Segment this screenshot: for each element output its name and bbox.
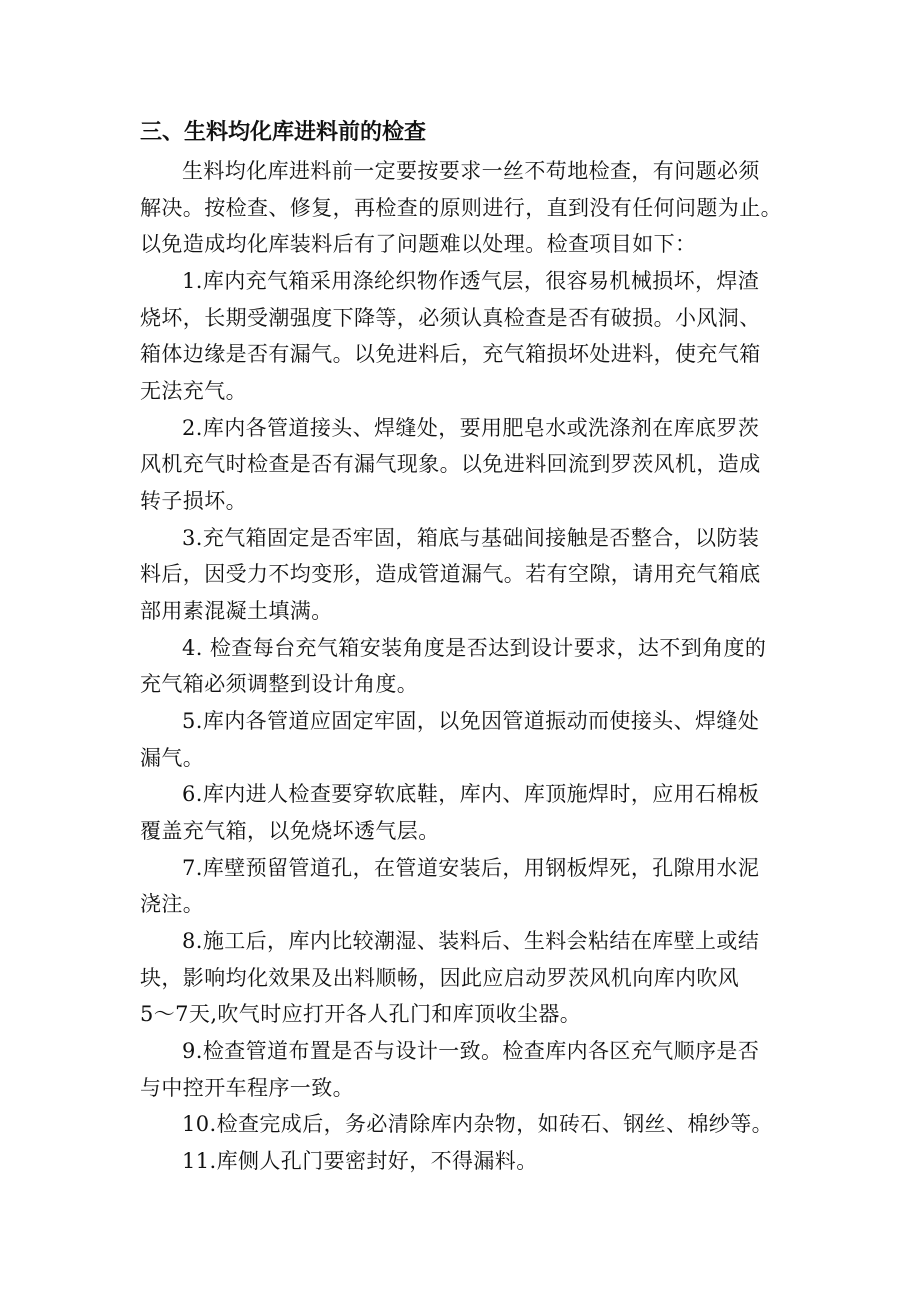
item-6-line: 6.库内进人检查要穿软底鞋，库内、库顶施焊时，应用石棉板 — [182, 782, 760, 806]
item-5-line: 漏气。 — [140, 746, 205, 770]
item-8-line: 8.施工后，库内比较潮湿、装料后、生料会粘结在库壁上或结 — [182, 929, 760, 953]
item-8-line: 块，影响均化效果及出料顺畅，因此应启动罗茨风机向库内吹风 — [140, 966, 740, 990]
item-1-line: 箱体边缘是否有漏气。以免进料后，充气箱损坏处进料，使充气箱 — [140, 342, 761, 366]
item-3-line: 料后，因受力不均变形，造成管道漏气。若有空隙，请用充气箱底 — [140, 562, 761, 586]
item-3-line: 部用素混凝土填满。 — [140, 599, 333, 623]
item-9-line: 与中控开车程序一致。 — [140, 1076, 354, 1100]
item-7-line: 浇注。 — [140, 892, 205, 916]
item-4-line: 充气箱必须调整到设计角度。 — [140, 672, 419, 696]
item-3-line: 3.充气箱固定是否牢固，箱底与基础间接触是否整合，以防装 — [182, 526, 760, 550]
item-11-line: 11.库侧人孔门要密封好，不得漏料。 — [182, 1149, 538, 1173]
item-9-line: 9.检查管道布置是否与设计一致。检查库内各区充气顺序是否 — [182, 1039, 760, 1063]
paragraph-line: 解决。按检查、修复，再检查的原则进行，直到没有任何问题为止。 — [140, 196, 782, 220]
paragraph-line: 以免造成均化库装料后有了问题难以处理。检查项目如下： — [140, 232, 697, 256]
item-5-line: 5.库内各管道应固定牢固，以免因管道振动而使接头、焊缝处 — [182, 709, 760, 733]
item-4-line: 4. 检查每台充气箱安装角度是否达到设计要求，达不到角度的 — [182, 636, 767, 660]
item-1-line: 1.库内充气箱采用涤纶织物作透气层，很容易机械损坏，焊渣 — [182, 269, 760, 293]
item-7-line: 7.库壁预留管道孔，在管道安装后，用钢板焊死，孔隙用水泥 — [182, 856, 760, 880]
item-6-line: 覆盖充气箱，以免烧坏透气层。 — [140, 819, 440, 843]
item-2-line: 转子损坏。 — [140, 489, 247, 513]
section-title: 三、生料均化库进料前的检查 — [140, 120, 427, 145]
item-2-line: 2.库内各管道接头、焊缝处，要用肥皂水或洗涤剂在库底罗茨 — [182, 416, 760, 440]
item-8-line: 5～7天,吹气时应打开各人孔门和库顶收尘器。 — [140, 1002, 582, 1026]
paragraph-line: 生料均化库进料前一定要按要求一丝不苟地检查，有问题必须 — [182, 159, 760, 183]
item-1-line: 无法充气。 — [140, 379, 247, 403]
item-10-line: 10.检查完成后，务必清除库内杂物，如砖石、钢丝、棉纱等。 — [182, 1112, 773, 1136]
item-2-line: 风机充气时检查是否有漏气现象。以免进料回流到罗茨风机，造成 — [140, 452, 761, 476]
item-1-line: 烧坏，长期受潮强度下降等，必须认真检查是否有破损。小风洞、 — [140, 306, 761, 330]
